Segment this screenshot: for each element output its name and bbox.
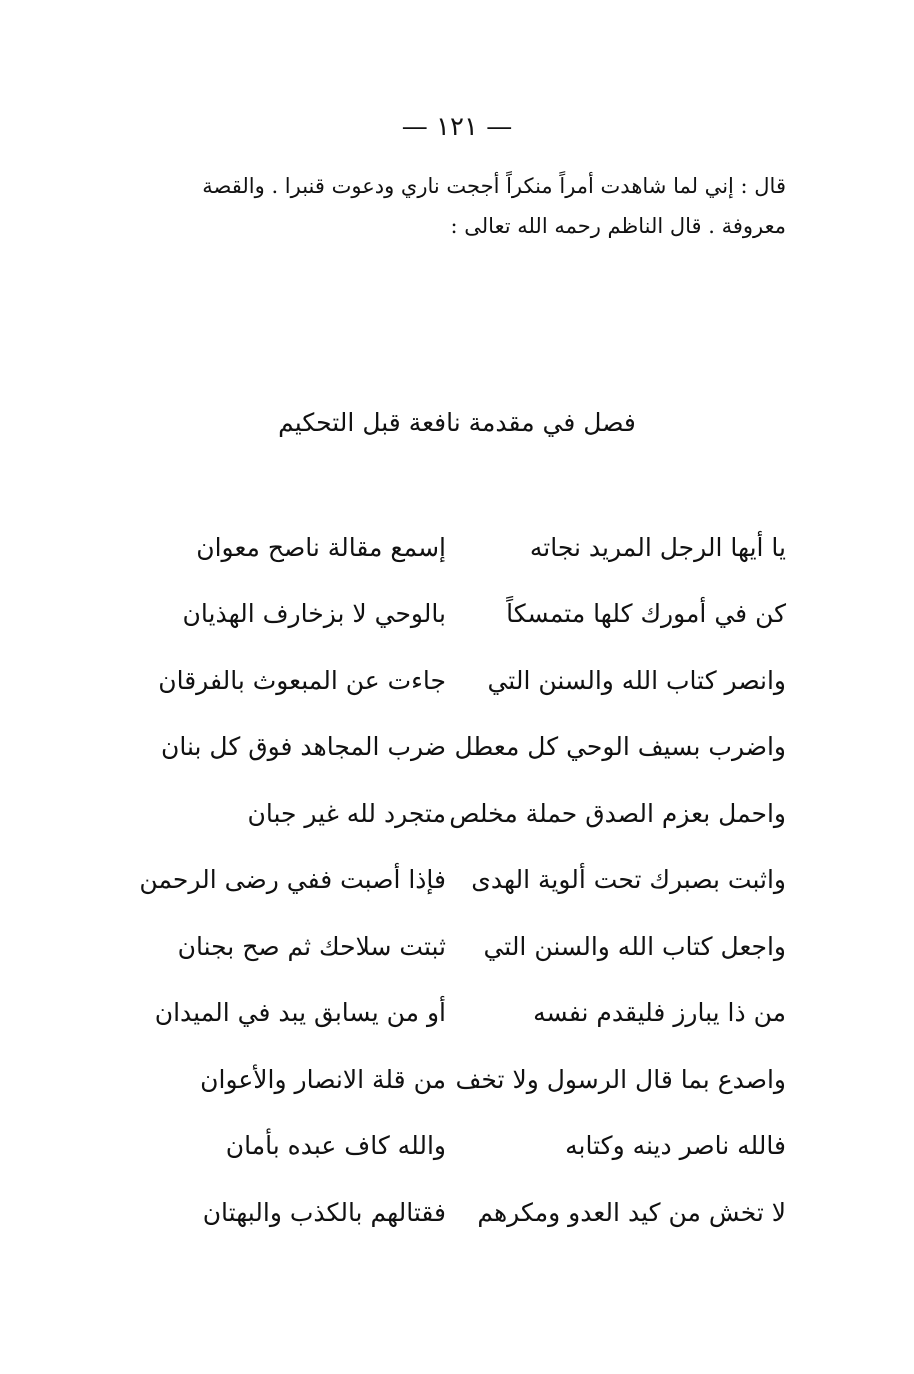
verse-row bbox=[177, 913, 786, 980]
verse-row bbox=[182, 581, 786, 648]
verse-row bbox=[154, 980, 786, 1047]
verse-second-hemistich: فقتالهم بالكذب والبهتان bbox=[202, 1197, 446, 1227]
verse-second-hemistich: أو من يسابق يبد في الميدان bbox=[154, 998, 446, 1028]
verse-row bbox=[186, 1046, 786, 1113]
intro-line-1: قال : إني لما شاهدت أمراً منكراً أججت ناري ودعوت قنبرا . والقصة bbox=[202, 174, 786, 198]
verse-first-hemistich: فالله ناصر دينه وكتابه bbox=[565, 1131, 786, 1161]
verse-row bbox=[186, 1113, 786, 1180]
verse-first-hemistich: واثبت بصبرك تحت ألوية الهدى bbox=[471, 865, 786, 895]
section-title: فصل في مقدمة نافعة قبل التحكيم bbox=[278, 408, 636, 437]
poem bbox=[139, 514, 786, 1246]
verse-first-hemistich: واصدع بما قال الرسول ولا تخف bbox=[455, 1064, 786, 1094]
verse-second-hemistich: إسمع مقالة ناصح معوان bbox=[196, 532, 446, 562]
verse-first-hemistich: كن في أمورك كلها متمسكاً bbox=[506, 599, 786, 629]
verse-first-hemistich: يا أيها الرجل المريد نجاته bbox=[529, 532, 786, 562]
verse-second-hemistich: جاءت عن المبعوث بالفرقان bbox=[158, 665, 446, 695]
verse-first-hemistich: واحمل بعزم الصدق حملة مخلص bbox=[449, 798, 786, 828]
verse-row bbox=[186, 514, 786, 581]
verse-row bbox=[139, 847, 786, 914]
verse-row bbox=[186, 780, 786, 847]
verse-first-hemistich: واضرب بسيف الوحي كل معطل bbox=[454, 732, 786, 762]
verse-second-hemistich: ثبتت سلاحك ثم صح بجنان bbox=[177, 931, 446, 961]
verse-first-hemistich: من ذا يبارز فليقدم نفسه bbox=[533, 998, 786, 1028]
verse-second-hemistich: متجرد لله غير جبان bbox=[247, 798, 446, 828]
verse-second-hemistich: والله كاف عبده بأمان bbox=[225, 1131, 446, 1161]
intro-paragraph bbox=[146, 166, 786, 246]
intro-line-2: معروفة . قال الناظم رحمه الله تعالى : bbox=[450, 214, 786, 238]
verse-second-hemistich: ضرب المجاهد فوق كل بنان bbox=[161, 732, 446, 762]
page-number: — ١٢١ — bbox=[401, 112, 513, 142]
verse-row bbox=[186, 1179, 786, 1246]
verse-first-hemistich: واجعل كتاب الله والسنن التي bbox=[483, 931, 786, 961]
verse-first-hemistich: لا تخش من كيد العدو ومكرهم bbox=[477, 1197, 786, 1227]
verse-first-hemistich: وانصر كتاب الله والسنن التي bbox=[487, 665, 786, 695]
verse-row bbox=[158, 647, 786, 714]
verse-row bbox=[161, 714, 786, 781]
verse-second-hemistich: فإذا أصبت ففي رضى الرحمن bbox=[139, 865, 446, 895]
verse-second-hemistich: بالوحي لا بزخارف الهذيان bbox=[182, 599, 446, 629]
verse-second-hemistich: من قلة الانصار والأعوان bbox=[200, 1064, 446, 1094]
